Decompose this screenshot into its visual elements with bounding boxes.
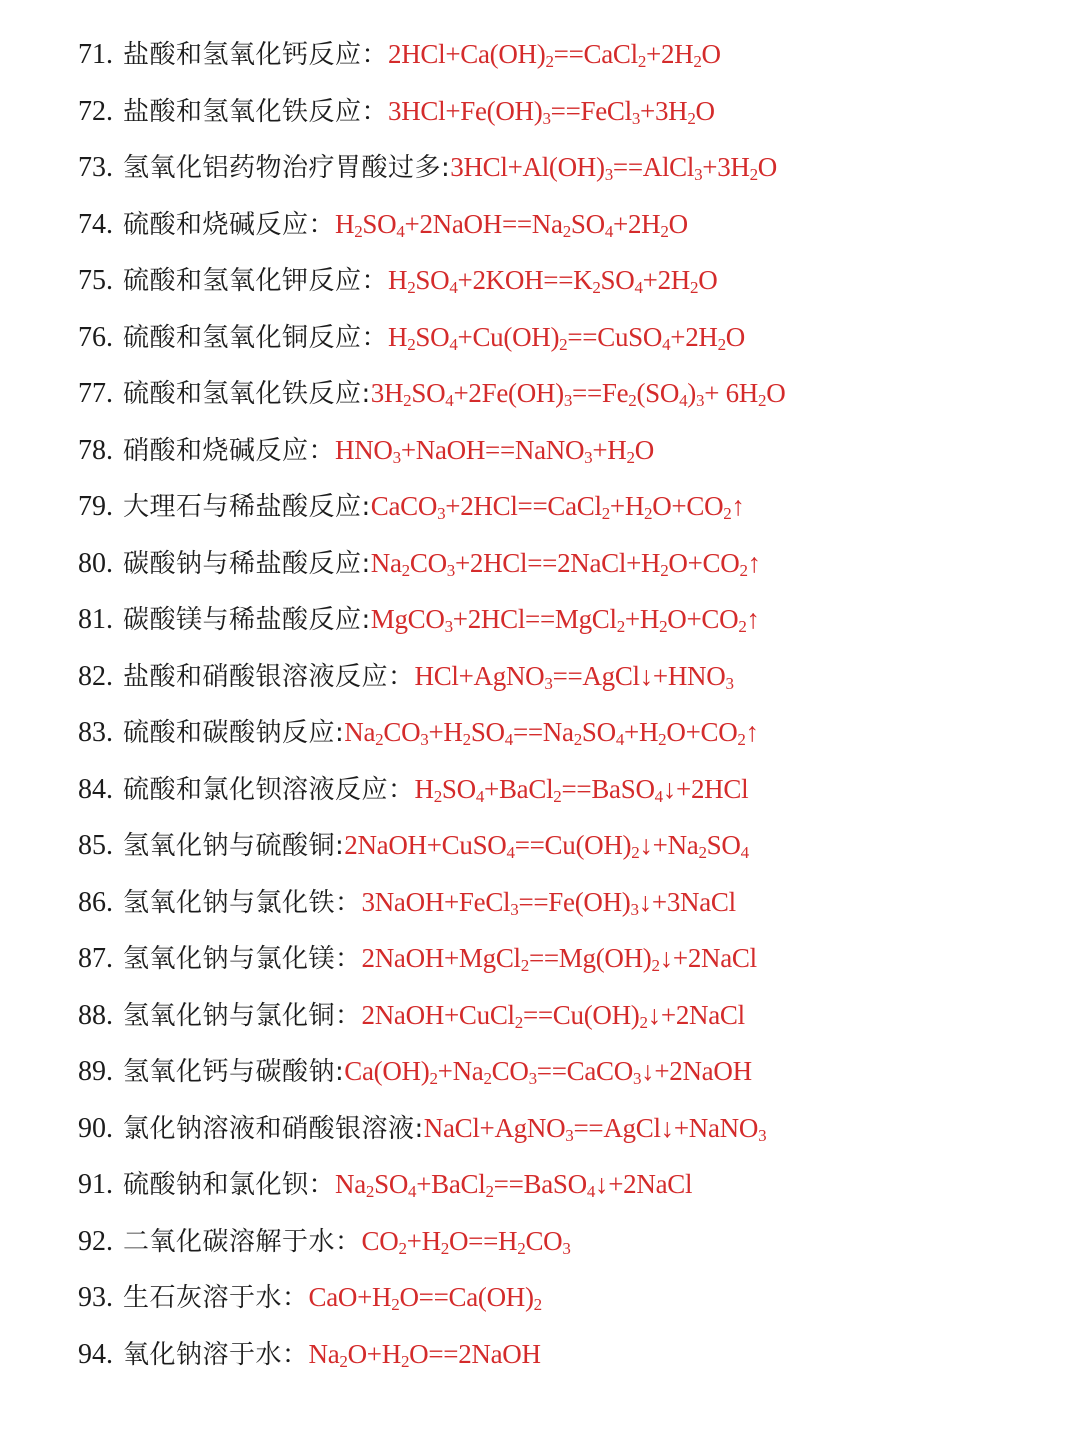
reaction-description: 大理石与稀盐酸反应: (123, 492, 371, 522)
equation-list (78, 26, 1068, 1382)
chemical-equation: $3HCl+Fe(OH)_3==FeCl_3+3H_2O$ (388, 95, 715, 128)
chemical-equation: $Na_2SO_4+BaCl_2==BaSO_4↓+2NaCl$ (335, 1169, 693, 1201)
equation-number: 82. (78, 660, 113, 692)
chemical-equation: $2HCl+Ca(OH)_2==CaCl_2+2H_2O$ (388, 39, 721, 71)
equation-row (78, 196, 1068, 253)
equation-number: 89. (78, 1056, 113, 1087)
reaction-description: 氢氧化钠与氯化镁： (123, 944, 362, 974)
equation-number: 75. (78, 265, 113, 296)
equation-row (78, 252, 1068, 309)
chemical-equation: $CaO+H_2O==Ca(OH)_2$ (308, 1282, 542, 1314)
reaction-description: 硫酸和氯化钡溶液反应： (123, 774, 415, 805)
equation-number: 78. (78, 434, 113, 466)
chemical-equation: $HNO_3+NaOH==NaNO_3+H_2O$ (335, 434, 654, 467)
chemical-equation: $Na_2CO_3+H_2SO_4==Na_2SO_4+H_2O+CO_2↑$ (344, 717, 759, 749)
reaction-description: 二氧化碳溶解于水： (123, 1226, 362, 1257)
chemical-equation: $2NaOH+CuSO_4==Cu(OH)_2↓+Na_2SO_4$ (344, 830, 749, 862)
reaction-description: 盐酸和硝酸银溶液反应： (123, 661, 415, 692)
equation-row (78, 1213, 1068, 1270)
equation-row (78, 761, 1068, 818)
equation-number: 81. (78, 604, 113, 635)
equation-row (78, 704, 1068, 761)
equation-row (78, 26, 1068, 83)
equation-number: 76. (78, 321, 113, 353)
reaction-description: 氢氧化钙与碳酸钠: (123, 1057, 345, 1087)
reaction-description: 氢氧化钠与氯化铜： (123, 1000, 362, 1031)
chemical-equation: $3HCl+Al(OH)_3==AlCl_3+3H_2O$ (450, 152, 777, 184)
reaction-description: 硫酸和碳酸钠反应: (123, 718, 345, 748)
equation-row (78, 1156, 1068, 1213)
chemical-equation: $HCl+AgNO_3==AgCl↓+HNO_3$ (414, 660, 734, 693)
reaction-description: 硫酸和氢氧化铜反应： (123, 322, 389, 353)
equation-row (78, 987, 1068, 1044)
chemical-equation: $H_2SO_4+2KOH==K_2SO_4+2H_2O$ (388, 265, 718, 297)
equation-number: 91. (78, 1169, 113, 1200)
equation-number: 87. (78, 943, 113, 974)
equation-row (78, 478, 1068, 535)
equation-number: 84. (78, 773, 113, 805)
equation-number: 79. (78, 491, 113, 522)
equation-number: 74. (78, 208, 113, 240)
equation-row (78, 83, 1068, 140)
equation-number: 83. (78, 717, 113, 748)
equation-number: 92. (78, 1225, 113, 1257)
chemical-equation: $Na_2CO_3+2HCl==2NaCl+H_2O+CO_2↑$ (370, 547, 761, 580)
equation-number: 94. (78, 1338, 113, 1370)
reaction-description: 氢氧化铝药物治疗胃酸过多: (123, 153, 451, 183)
equation-number: 93. (78, 1282, 113, 1313)
equation-row (78, 648, 1068, 705)
chemical-equation: $3H_2SO_4+2Fe(OH)_3==Fe_2(SO_4)_3+ 6H_2O$ (370, 378, 786, 410)
equation-number: 72. (78, 95, 113, 127)
equation-number: 85. (78, 830, 113, 861)
equation-row (78, 1326, 1068, 1383)
equation-row (78, 591, 1068, 648)
equation-row (78, 817, 1068, 874)
equation-row (78, 309, 1068, 366)
chemical-equation: $2NaOH+MgCl_2==Mg(OH)_2↓+2NaCl$ (361, 943, 757, 975)
chemical-equation: NaCl+AgNO$_3$==AgCl↓+NaNO$_3$ (423, 1112, 767, 1145)
chemical-equation: $H_2SO_4+2NaOH==Na_2SO_4+2H_2O$ (335, 208, 688, 241)
reaction-description: 碳酸钠与稀盐酸反应: (123, 548, 371, 579)
chemical-equation: $Ca(OH)_2+Na_2CO_3==CaCO_3↓+2NaOH$ (344, 1056, 752, 1088)
reaction-description: 硫酸钠和氯化钡： (123, 1170, 336, 1200)
reaction-description: 盐酸和氢氧化铁反应： (123, 96, 389, 127)
reaction-description: 氢氧化钠与硫酸铜: (123, 831, 345, 861)
equation-row (78, 139, 1068, 196)
equation-number: 90. (78, 1112, 113, 1144)
reaction-description: 氯化钠溶液和硝酸银溶液: (123, 1113, 424, 1144)
chemical-equation: $CaCO_3+2HCl==CaCl_2+H_2O+CO_2↑$ (370, 491, 745, 523)
equation-row (78, 535, 1068, 592)
reaction-description: 氢氧化钠与氯化铁： (123, 887, 362, 918)
reaction-description: 盐酸和氢氧化钙反应： (123, 40, 389, 70)
equation-row (78, 1043, 1068, 1100)
chemical-equation: $2NaOH+CuCl_2==Cu(OH)_2↓+2NaCl$ (361, 999, 745, 1032)
chemical-equation: $MgCO_3+2HCl==MgCl_2+H_2O+CO_2↑$ (370, 604, 760, 636)
chemical-equation: $Na_2O+H_2O==2NaOH$ (308, 1338, 541, 1371)
reaction-description: 氧化钠溶于水： (123, 1339, 309, 1370)
equation-number: 86. (78, 886, 113, 918)
equation-number: 88. (78, 999, 113, 1031)
reaction-description: 硫酸和烧碱反应： (123, 209, 336, 240)
equation-row (78, 874, 1068, 931)
reaction-description: 硫酸和氢氧化钾反应： (123, 266, 389, 296)
equation-number: 77. (78, 378, 113, 409)
equation-row (78, 1100, 1068, 1157)
reaction-description: 硝酸和烧碱反应： (123, 435, 336, 466)
equation-row (78, 1269, 1068, 1326)
reaction-description: 硫酸和氢氧化铁反应: (123, 379, 371, 409)
equation-number: 71. (78, 39, 113, 70)
equation-row (78, 422, 1068, 479)
equation-row (78, 365, 1068, 422)
equation-number: 80. (78, 547, 113, 579)
reaction-description: 生石灰溶于水： (123, 1283, 309, 1313)
chemical-equation: $3NaOH+FeCl_3==Fe(OH)_3↓+3NaCl$ (361, 886, 736, 919)
equation-row (78, 930, 1068, 987)
equation-number: 73. (78, 152, 113, 183)
chemical-equation: $H_2SO_4+BaCl_2==BaSO_4↓+2HCl$ (414, 773, 749, 806)
chemical-equation: $H_2SO_4+Cu(OH)_2==CuSO_4+2H_2O$ (388, 321, 745, 354)
chemical-equation: $CO_2+H_2O==H_2CO_3$ (361, 1225, 571, 1258)
reaction-description: 碳酸镁与稀盐酸反应: (123, 605, 371, 635)
